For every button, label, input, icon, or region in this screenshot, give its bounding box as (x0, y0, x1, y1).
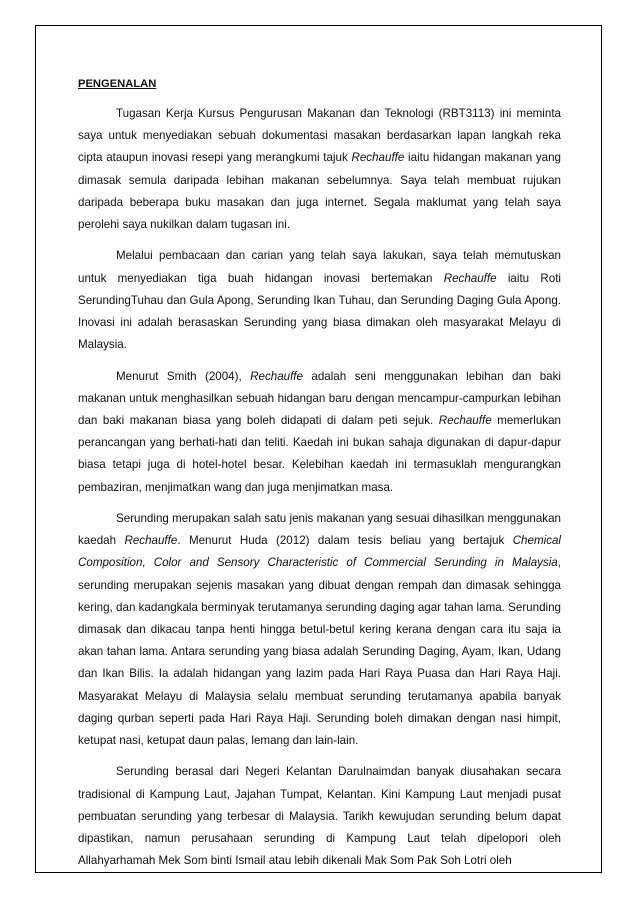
text-segment: iaitu hidangan makanan yang dimasak semula daripada lebihan makanan sebelumnya. Saya telah membuat rujukan daripada beberapa buku masakan dan juga internet. Segala maklumat yang telah saya perolehi saya nukilkan dalam tugasan ini. (78, 151, 562, 232)
paragraph-1 (78, 103, 561, 236)
paragraph-4 (78, 508, 561, 752)
italic-term: Rechauffe (443, 271, 497, 285)
text-segment: Serunding merupakan salah satu jenis makanan yang sesuai dihasilkan menggunakan kaedah (78, 512, 561, 548)
italic-thesis-title: Chemical Composition, Color and Sensory Characteristic of Commercial Serunding in Malaysia (78, 534, 562, 570)
text-segment: adalah seni menggunakan lebihan dan baki makanan untuk menghasilkan sebuah hidangan baru dengan mencampur-campurkan lebihan dan baki makanan biasa yang boleh didapati di dalam peti sejuk. (78, 369, 561, 428)
italic-term: Rechauffe (438, 414, 492, 428)
italic-term: Rechauffe (250, 369, 303, 383)
document-body (78, 73, 561, 882)
text-segment: , serunding merupakan sejenis masakan yang dibuat dengan rempah dan dimasak sehingga kering, dan kadangkala berminyak terutamanya serunding daging agar tahan lama. Serunding dimasak dan dikacau tanpa henti hingga betul-betul kering kerana dengan cara itu saja ia akan tahan lama. Antara serunding yang biasa adalah Serunding Daging, Ayam, Ikan, Udang dan Ikan Bilis. Ia adalah hidangan yang lazim pada Hari Raya Puasa dan Hari Raya Haji. Masyarakat Melayu di Malaysia selalu membuat serunding terutamanya apabila banyak daging qurban seperti pada Hari Raya Haji. Serunding boleh dimakan dengan nasi himpit, ketupat nasi, ketupat daun palas, lemang dan lain-lain. (78, 556, 561, 748)
italic-term: Rechauffe (351, 151, 405, 165)
section-heading: PENGENALAN (78, 78, 157, 90)
text-segment: Tugasan Kerja Kursus Pengurusan Makanan dan Teknologi (RBT3113) ini meminta saya untuk menyediakan sebuah dokumentasi masakan berdasarkan lapan langkah reka cipta ataupun inovasi resepi yang merangkumi tajuk (78, 107, 561, 165)
text-segment: memerlukan perancangan yang berhati-hati dan teliti. Kaedah ini bukan sahaja digunakan di dapur-dapur biasa tetapi juga di hotel-hotel besar. Kelebihan kaedah ini termasuklah mengurangkan pembaziran, menjimatkan wang dan juga menjimatkan masa. (78, 414, 561, 494)
paragraph-5 (78, 761, 561, 872)
italic-term: Rechauffe (124, 534, 178, 548)
text-segment: Serunding berasal dari Negeri Kelantan Darulnaimdan banyak diusahakan secara tradisional di Kampung Laut, Jajahan Tumpat, Kelantan. Kini Kampung Laut menjadi pusat pembuatan serunding yang terbesar di Malaysia. Tarikh kewujudan serunding belum dapat dipastikan, namun perusahaan serunding di Kampung Laut telah dipelopori oleh Allahyarhamah Mek Som binti Ismail atau lebih dikenali Mak Som Pak Soh Lotri oleh (78, 765, 561, 868)
text-segment: Menurut Smith (2004), (116, 369, 251, 383)
paragraph-2 (78, 245, 561, 356)
text-segment: iaitu Roti SerundingTuhau dan Gula Apong, Serunding Ikan Tuhau, dan Serunding Daging Gula Apong. Inovasi ini adalah berasaskan Serunding yang biasa dimakan oleh masyarakat Melayu di Malaysia. (78, 271, 561, 352)
paragraph-3 (78, 366, 561, 499)
text-segment: . Menurut Huda (2012) dalam tesis beliau yang bertajuk (177, 534, 513, 548)
text-segment: Melalui pembacaan dan carian yang telah saya lakukan, saya telah memutuskan untuk menyediakan tiga buah hidangan inovasi bertemakan (78, 249, 561, 285)
